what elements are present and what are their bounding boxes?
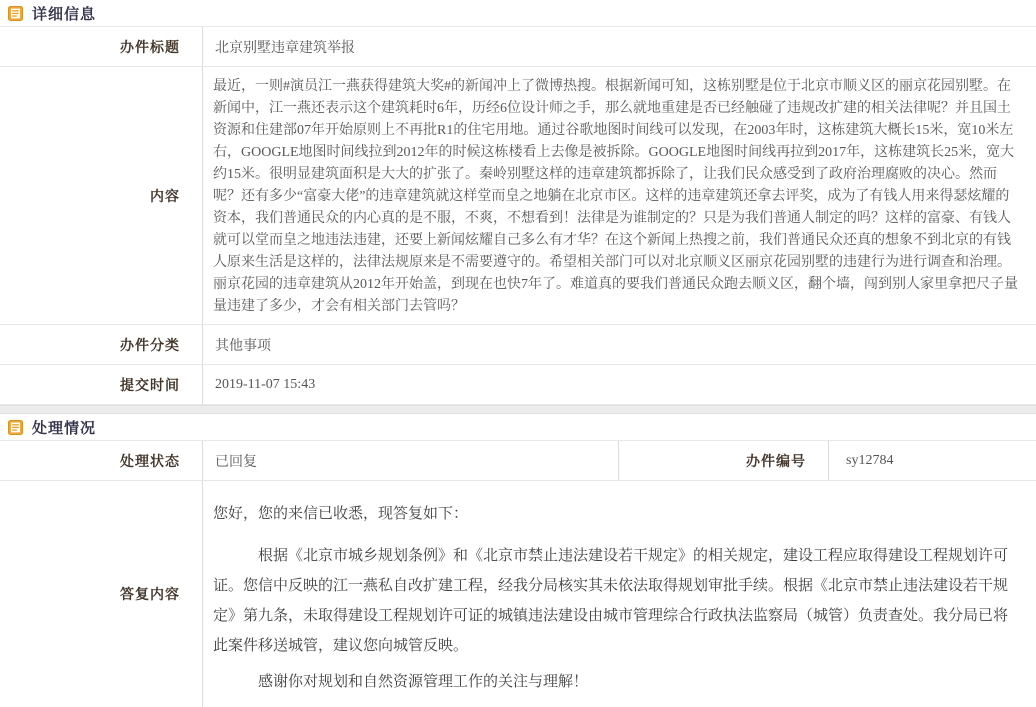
reply-body-text: 根据《北京市城乡规划条例》和《北京市禁止违法建设若干规定》的相关规定，建设工程应取得建设工程规划许可证。您信中反映的江一燕私自改扩建工程，经我分局核实其未依法取得规划审批手续。根据《北京市禁止违法建设若干规定》第九条，未取得建设工程规划许可证的城镇违法建设由城市管理综合行政执法监察局（城管）负责查处。我分局已将此案件移送城管，建议您向城管反映。 — [213, 548, 1009, 654]
table-row-status — [0, 441, 1036, 481]
reply-greeting-text: 您好，您的来信已收悉，现答复如下： — [213, 506, 469, 522]
reply-content — [203, 481, 1036, 707]
case-title-label: 办件标题 — [0, 27, 203, 66]
section-divider — [0, 405, 1036, 414]
table-row-case-title — [0, 27, 1036, 67]
status-value: 已回复 — [203, 441, 619, 480]
status-label: 处理状态 — [0, 441, 203, 480]
case-number-label: 办件编号 — [619, 441, 829, 480]
content-label: 内容 — [0, 67, 203, 324]
table-row-reply — [0, 481, 1036, 707]
case-title-value: 北京别墅违章建筑举报 — [215, 40, 355, 56]
document-icon — [8, 6, 23, 21]
process-section — [0, 414, 1036, 707]
reply-label: 答复内容 — [0, 481, 203, 707]
reply-thanks-text: 感谢你对规划和自然资源管理工作的关注与理解！ — [258, 674, 589, 690]
case-number-value: sy12784 — [846, 452, 894, 468]
table-row-submit-time — [0, 365, 1036, 405]
category-label: 办件分类 — [0, 325, 203, 364]
detail-section-header — [0, 0, 1036, 27]
detail-section-title: 详细信息 — [32, 6, 97, 23]
submit-time-value: 2019-11-07 15:43 — [215, 376, 316, 392]
submit-time-label: 提交时间 — [0, 365, 203, 404]
content-value: 最近，一则#演员江一燕获得建筑大奖#的新闻冲上了微博热搜。根据新闻可知，这栋别墅是位于北京市顺义区的丽京花园别墅。在新闻中，江一燕还表示这个建筑耗时6年，历经6位设计师之手，那么就地重建是否已经触碰了违规改扩建的相关法律呢？并且国土资源和住建部07年开始原则上不再批R1的住宅用地。通过谷歌地图时间线可以发现，在2003年时，这栋建筑大概长15米，宽10米左右，GOOGLE地图时间线拉到2012年的时候这栋楼看上去像是被拆除。GOOGLE地图时间线再拉到2017年，这栋建筑长25米，宽大约15米。很明显建筑面积是大大的扩张了。秦岭别墅这样的违章建筑都拆除了，让我们民众感受到了政府治理腐败的决心。然而呢？还有多少“富豪大佬”的违章建筑就这样堂而皇之地躺在北京市区。这样的违章建筑还拿去评奖，成为了有钱人用来得瑟炫耀的资本，我们普通民众的内心真的是不服，不爽，不想看到！法律是为谁制定的？只是为我们普通人制定的吗？这样的富豪、有钱人就可以堂而皇之地违法违建，还要上新闻炫耀自己多么有才华？在这个新闻上热搜之前，我们普通民众还真的想象不到北京的有钱人原来生活是这样的，法律法规原来是不需要遵守的。希望相关部门可以对北京顺义区丽京花园别墅的违建行为进行调查和治理。丽京花园的违章建筑从2012年开始盖，到现在也快7年了。难道真的要我们普通民众跑去顺义区，翻个墙，闯到别人家里拿把尺子量量违建了多少，才会有相关部门去管吗？ — [213, 79, 1018, 314]
process-section-header — [0, 414, 1036, 441]
document-icon — [8, 420, 23, 435]
process-section-title: 处理情况 — [32, 420, 97, 437]
table-row-content — [0, 67, 1036, 325]
table-row-category — [0, 325, 1036, 365]
category-value: 其他事项 — [215, 338, 271, 354]
